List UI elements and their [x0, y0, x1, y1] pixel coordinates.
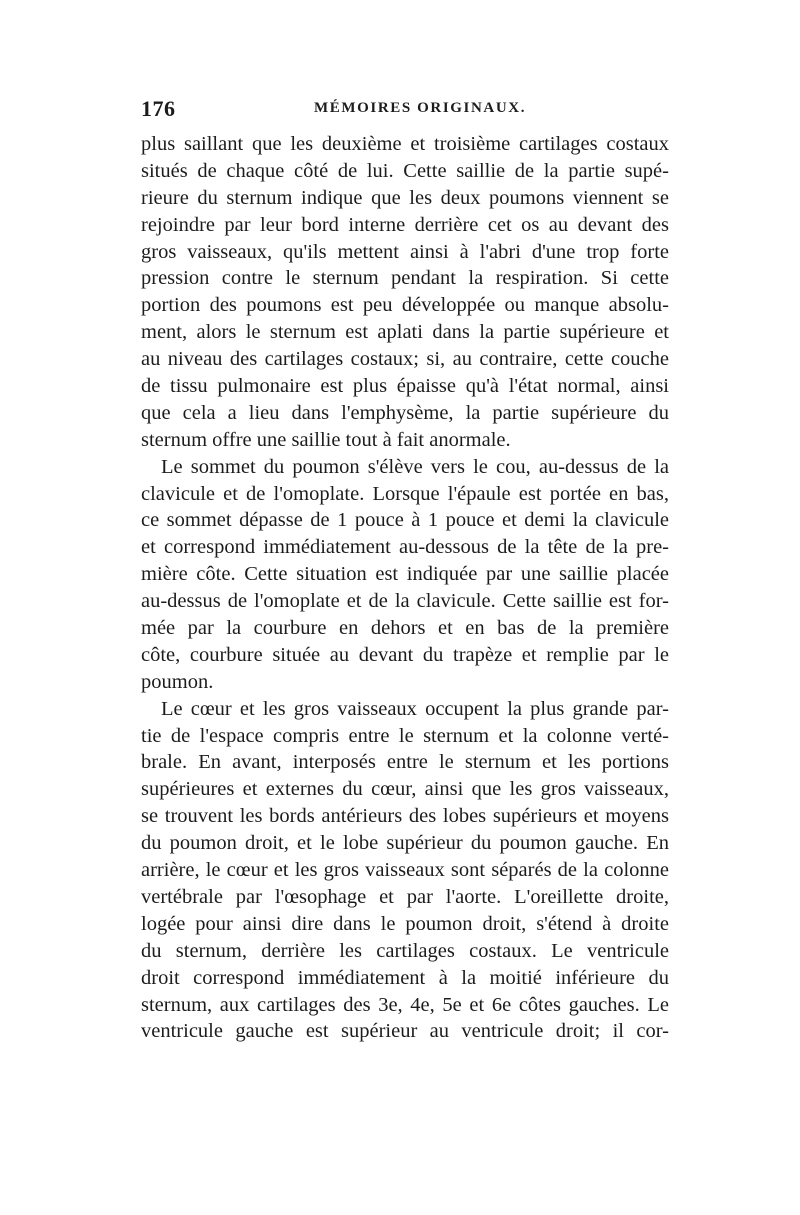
- text-line: de tissu pulmonaire est plus épaisse qu'à l'état normal, ainsi: [141, 375, 669, 398]
- text-line: tie de l'espace compris entre le sternum et la colonne verté-: [141, 724, 669, 747]
- text-line: portion des poumons est peu développée ou manque absolu-: [141, 294, 669, 317]
- text-line: ment, alors le sternum est aplati dans la partie supérieure et: [141, 321, 669, 344]
- text-line: logée pour ainsi dire dans le poumon droit, s'étend à droite: [141, 912, 669, 935]
- text-line: gros vaisseaux, qu'ils mettent ainsi à l'abri d'une trop forte: [141, 240, 669, 263]
- text-line: que cela a lieu dans l'emphysème, la partie supérieure du: [141, 401, 669, 424]
- text-line: ventricule gauche est supérieur au ventricule droit; il cor-: [141, 1020, 669, 1043]
- text-line: rejoindre par leur bord interne derrière cet os au devant des: [141, 213, 669, 236]
- text-line: au niveau des cartilages costaux; si, au contraire, cette couche: [141, 348, 669, 371]
- text-line: du poumon droit, et le lobe supérieur du poumon gauche. En: [141, 832, 669, 855]
- text-line: poumon.: [141, 670, 214, 693]
- text-line: ce sommet dépasse de 1 pouce à 1 pouce et demi la clavicule: [141, 509, 669, 532]
- text-line: mière côte. Cette situation est indiquée par une saillie placée: [141, 563, 669, 586]
- text-line: rieure du sternum indique que les deux poumons viennent se: [141, 186, 669, 209]
- running-head: MÉMOIRES ORIGINAUX.: [314, 100, 527, 116]
- text-line: et correspond immédiatement au-dessous de la tête de la pre-: [141, 536, 669, 559]
- text-line: au-dessus de l'omoplate et de la clavicule. Cette saillie est for-: [141, 590, 669, 613]
- text-line: arrière, le cœur et les gros vaisseaux sont séparés de la colonne: [141, 859, 669, 882]
- body-text: [141, 131, 669, 1045]
- paragraph-first-line: Le sommet du poumon s'élève vers le cou, au-dessus de la: [161, 455, 669, 478]
- text-line: supérieures et externes du cœur, ainsi que les gros vaisseaux,: [141, 778, 669, 801]
- text-line: plus saillant que les deuxième et troisième cartilages costaux: [141, 133, 669, 155]
- text-line: clavicule et de l'omoplate. Lorsque l'épaule est portée en bas,: [141, 482, 669, 505]
- text-line: se trouvent les bords antérieurs des lobes supérieurs et moyens: [141, 805, 669, 828]
- text-line: sternum, aux cartilages des 3e, 4e, 5e et 6e côtes gauches. Le: [141, 993, 669, 1016]
- text-line: brale. En avant, interposés entre le sternum et les portions: [141, 751, 669, 774]
- text-line: situés de chaque côté de lui. Cette saillie de la partie supé-: [141, 159, 669, 182]
- page-number: 176: [141, 96, 176, 121]
- text-line: sternum offre une saillie tout à fait anormale.: [141, 428, 511, 451]
- text-line: côte, courbure située au devant du trapèze et remplie par le: [141, 643, 669, 666]
- text-line: du sternum, derrière les cartilages costaux. Le ventricule: [141, 939, 669, 962]
- text-line: pression contre le sternum pendant la respiration. Si cette: [141, 267, 669, 290]
- text-line: mée par la courbure en dehors et en bas de la première: [141, 617, 669, 640]
- page-header: [141, 96, 666, 126]
- text-line: droit correspond immédiatement à la moitié inférieure du: [141, 966, 669, 989]
- paragraph-first-line: Le cœur et les gros vaisseaux occupent la plus grande par-: [161, 697, 669, 720]
- text-line: vertébrale par l'œsophage et par l'aorte. L'oreillette droite,: [141, 885, 669, 908]
